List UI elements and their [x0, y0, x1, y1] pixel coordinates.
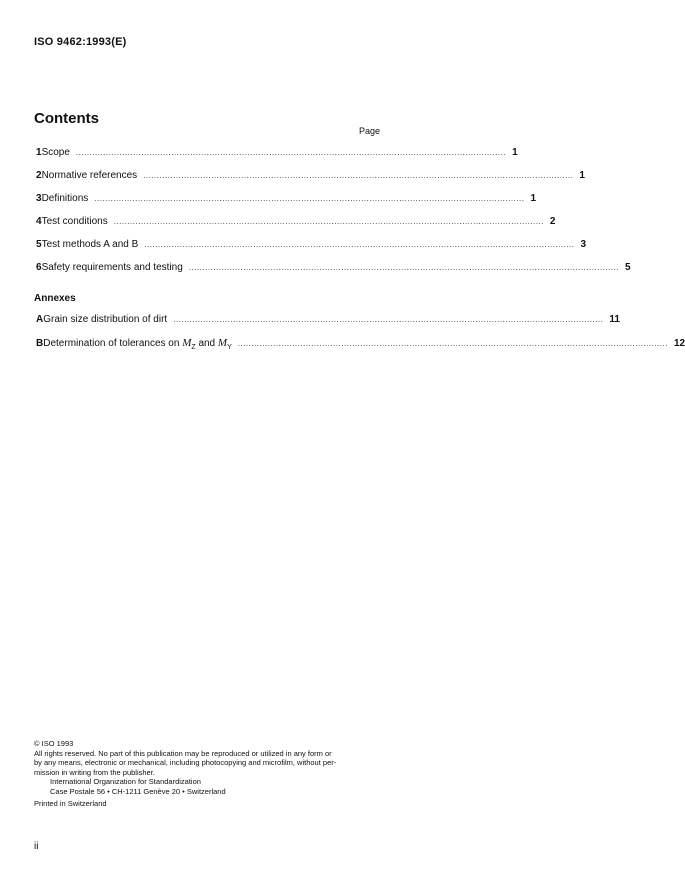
annex-letter: B: [36, 338, 44, 349]
toc-entry[interactable]: [36, 193, 537, 216]
toc-entry-page: 5: [624, 262, 631, 273]
annex-entry[interactable]: [36, 314, 620, 337]
math-subscript: Z: [191, 344, 196, 351]
toc-entry[interactable]: [36, 239, 587, 262]
toc-entry-title: Safety requirements and testing: [41, 262, 183, 273]
document-header: ISO 9462:1993(E): [34, 36, 127, 48]
toc-entry-number: 6: [36, 262, 42, 273]
annex-page: 11: [609, 314, 620, 325]
page-number: ii: [34, 841, 39, 852]
toc-entry[interactable]: [36, 262, 631, 285]
dot-leader: ..............................................................................................................................................................: [237, 339, 668, 348]
annex-title-text: Determination of tolerances on: [43, 338, 180, 349]
toc-entry-page: 1: [512, 147, 518, 158]
dot-leader: ..............................................................................................................................................................: [75, 148, 507, 157]
toc-entry-title: Normative references: [41, 170, 138, 181]
toc-entry-title: Definitions: [41, 193, 89, 204]
toc-entry-number: 3: [36, 193, 42, 204]
rights-statement-line: by any means, electronic or mechanical, including photocopying and microfilm, without per-: [34, 758, 337, 768]
annex-title: [43, 337, 232, 351]
annex-title-conjunction: and: [198, 338, 216, 349]
toc-entry-page: 1: [579, 170, 585, 181]
toc-entry-title: Test methods A and B: [41, 239, 139, 250]
copyright-line: © ISO 1993: [34, 739, 74, 748]
dot-leader: ..............................................................................................................................................................: [143, 171, 574, 180]
annex-list: [36, 314, 685, 360]
rights-statement-line: mission in writing from the publisher.: [34, 767, 155, 777]
toc-entry-number: 4: [36, 216, 42, 227]
copyright-footer: [34, 739, 384, 808]
annex-letter: A: [36, 314, 44, 325]
toc-entry-page: 3: [580, 239, 587, 250]
annex-title: Grain size distribution of dirt: [43, 314, 168, 325]
dot-leader: ..............................................................................................................................................................: [144, 240, 575, 249]
toc-entry[interactable]: [36, 147, 518, 170]
page-column-label: Page: [358, 126, 380, 136]
contents-title: Contents: [34, 110, 99, 127]
dot-leader: ..............................................................................................................................................................: [113, 217, 544, 226]
toc-entry-title: Scope: [41, 147, 70, 158]
toc-entry-number: 5: [36, 239, 42, 250]
toc-entry-page: 1: [530, 193, 537, 204]
toc-entry[interactable]: [36, 216, 556, 239]
math-symbol: M: [182, 337, 192, 349]
toc-entry-number: 2: [36, 170, 42, 181]
toc-entry-title: Test conditions: [41, 216, 108, 227]
toc-entry-number: 1: [36, 147, 42, 158]
math-symbol: M: [217, 337, 228, 349]
organization-name: International Organization for Standardization: [50, 777, 201, 787]
rights-statement-line: All rights reserved. No part of this publication may be reproduced or utilized in any form or: [34, 748, 332, 758]
dot-leader: ..............................................................................................................................................................: [173, 315, 604, 324]
math-subscript: Y: [227, 344, 232, 351]
annex-page: 12: [673, 338, 685, 349]
dot-leader: ..............................................................................................................................................................: [188, 263, 619, 272]
organization-address: Case Postale 56 • CH-1211 Genève 20 • Switzerland: [50, 786, 226, 796]
annex-entry[interactable]: [36, 337, 685, 360]
toc-entry[interactable]: [36, 170, 585, 193]
printed-location: Printed in Switzerland: [34, 798, 107, 808]
table-of-contents: [36, 147, 631, 285]
dot-leader: ..............................................................................................................................................................: [94, 194, 525, 203]
toc-entry-page: 2: [549, 216, 556, 227]
annexes-heading: Annexes: [34, 293, 76, 304]
